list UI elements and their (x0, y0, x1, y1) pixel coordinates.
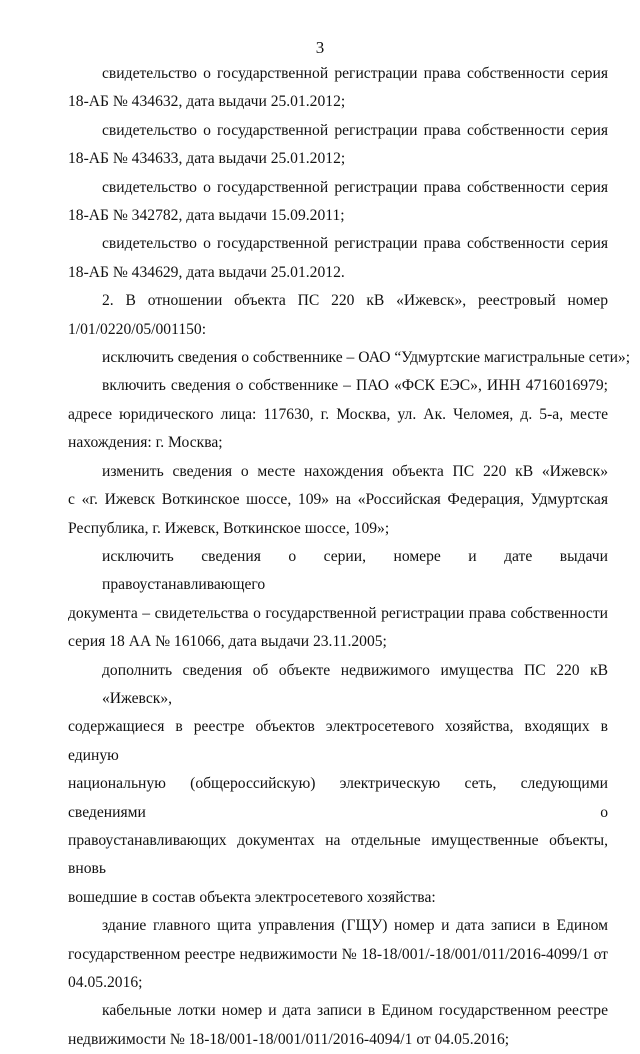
text-line: 04.05.2016; (68, 974, 143, 991)
text-line: свидетельство о государственной регистрации права собственности серия (102, 235, 608, 253)
paragraph (68, 287, 608, 344)
text-line: содержащиеся в реестре объектов электросетевого хозяйства, входящих в единую (68, 718, 608, 764)
text-line: свидетельство о государственной регистрации права собственности серия (102, 65, 608, 82)
text-line: правоустанавливающих документах на отдельные имущественные объекты, вновь (68, 831, 608, 878)
page-number: 3 (315, 38, 325, 57)
text-line: Республика, г. Ижевск, Воткинское шоссе, 109»; (68, 519, 390, 537)
paragraph (68, 174, 608, 231)
paragraph (68, 657, 608, 913)
paragraph (68, 117, 608, 174)
text-line: с «г. Ижевск Воткинское шоссе, 109» на «Российская Федерация, Удмуртская (68, 491, 608, 509)
text-line: адресе юридического лица: 117630, г. Москва, ул. Ак. Челомея, д. 5-а, месте (68, 405, 608, 423)
text-line: 18-АБ № 434629, дата выдачи 25.01.2012. (68, 263, 345, 281)
text-line: 1/01/0220/05/001150: (68, 320, 207, 338)
text-line: свидетельство о государственной регистрации права собственности серия (102, 121, 608, 139)
text-line: дополнить сведения об объекте недвижимого имущества ПС 220 кВ «Ижевск», (102, 661, 608, 707)
paragraph (68, 372, 608, 457)
text-line: исключить сведения о собственнике – ОАО “Удмуртские магистральные сети»; (102, 349, 631, 367)
text-line: свидетельство о государственной регистрации права собственности серия (102, 178, 608, 196)
text-line: здание главного щита управления (ГЩУ) номер и дата записи в Едином (102, 917, 608, 935)
text-line: кабельные лотки номер и дата записи в Едином государственном реестре (102, 1002, 608, 1020)
text-line: национальную (общероссийскую) электрическую сеть, следующими сведениями о (68, 775, 608, 821)
text-line: 2. В отношении объекта ПС 220 кВ «Ижевск», реестровый номер (102, 292, 608, 310)
text-line: исключить сведения о серии, номере и дате выдачи правоустанавливающего (102, 547, 608, 594)
paragraph (68, 458, 608, 543)
text-line: нахождения: г. Москва; (68, 434, 223, 452)
text-line: серия 18 АА № 161066, дата выдачи 23.11.2005; (68, 633, 387, 651)
text-line: 18-АБ № 342782, дата выдачи 15.09.2011; (68, 207, 345, 225)
paragraph (68, 997, 608, 1054)
paragraph (68, 543, 608, 657)
paragraph (68, 912, 608, 997)
text-line: государственном реестре недвижимости № 18-18/001/-18/001/011/2016-4099/1 от (68, 945, 608, 963)
text-line: недвижимости № 18-18/001-18/001/011/2016-4094/1 от 04.05.2016; (68, 1030, 510, 1048)
text-line: включить сведения о собственнике – ПАО «ФСК ЕЭС», ИНН 4716016979; (102, 377, 608, 395)
text-line: изменить сведения о месте нахождения объекта ПС 220 кВ «Ижевск» (102, 462, 608, 480)
text-line: вошедшие в состав объекта электросетевого хозяйства: (68, 888, 436, 906)
text-line: 18-АБ № 434633, дата выдачи 25.01.2012; (68, 150, 346, 168)
text-line: документа – свидетельства о государственной регистрации права собственности (68, 604, 608, 622)
text-line: 18-АБ № 434632, дата выдачи 25.01.2012; (68, 93, 346, 111)
paragraph (68, 344, 631, 372)
paragraph (68, 60, 608, 117)
paragraph (68, 230, 608, 287)
